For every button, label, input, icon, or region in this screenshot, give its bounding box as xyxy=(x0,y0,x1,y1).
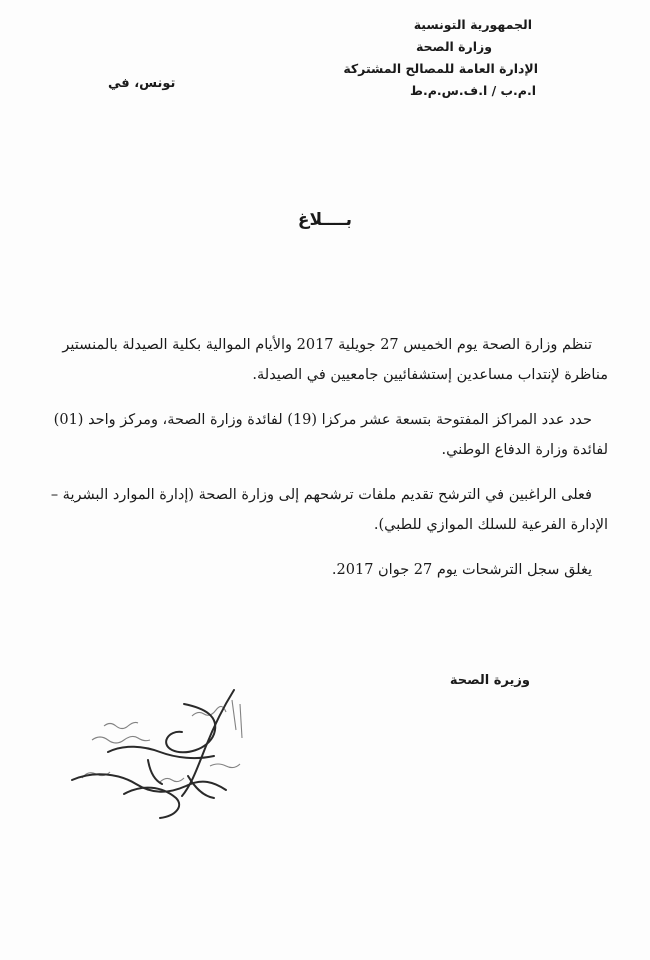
document-title: بــــلاغ xyxy=(297,210,353,230)
paragraph-3-line-2: الإدارة الفرعية للسلك الموازي للطبي). xyxy=(373,517,608,533)
letterhead-reference: ا.م.ب / ا.ف.س.م.ط xyxy=(410,83,536,98)
paragraph-1-line-2: مناظرة لإنتداب مساعدين إستشفائيين جامعيين في الصيدلة. xyxy=(252,367,608,383)
place-date: تونس، في xyxy=(108,76,176,91)
letterhead-department: الإدارة العامة للمصالح المشتركة xyxy=(343,61,538,76)
letterhead-ministry: وزارة الصحة xyxy=(415,39,492,54)
document-body xyxy=(18,330,608,585)
signatory-title: وزيرة الصحة xyxy=(449,673,530,688)
paragraph-4-line-1: يغلق سجل الترشحات يوم 27 جوان 2017. xyxy=(331,562,592,578)
paragraph-3-line-1: فعلى الراغبين في الترشح تقديم ملفات ترشحهم إلى وزارة الصحة (إدارة الموارد البشرية – xyxy=(50,487,592,503)
letterhead-country: الجمهورية التونسية xyxy=(413,17,532,32)
paragraph-2-line-2: لفائدة وزارة الدفاع الوطني. xyxy=(441,442,608,458)
paragraph-1-line-1: تنظم وزارة الصحة يوم الخميس 27 جويلية 2017 والأيام الموالية بكلية الصيدلة بالمنستير xyxy=(62,337,592,353)
paragraph-2-line-1: حدد عدد المراكز المفتوحة بتسعة عشر مركزا (19) لفائدة وزارة الصحة، ومركز واحد (01) xyxy=(53,412,592,428)
letterhead xyxy=(278,14,538,102)
signature-stamp-graphic xyxy=(64,686,264,826)
